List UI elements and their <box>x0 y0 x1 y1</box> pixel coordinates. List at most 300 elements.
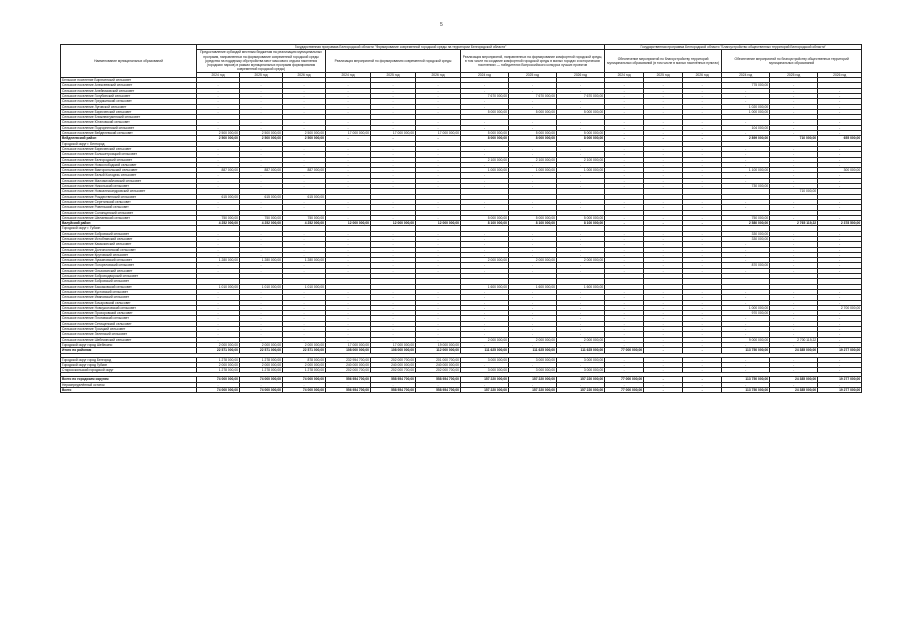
row-name: Сельское поселение Белгородский сельсовет <box>61 157 197 162</box>
value-cell: 157 220 000,00 <box>461 388 509 393</box>
value-cell: - <box>371 99 416 104</box>
value-cell: - <box>283 305 326 310</box>
value-cell: - <box>683 99 722 104</box>
value-cell: - <box>683 268 722 273</box>
value-cell: - <box>416 305 461 310</box>
value-cell: - <box>557 178 605 183</box>
value-cell: - <box>326 332 371 337</box>
row-name: Городской округ г. Губкин <box>61 226 197 231</box>
row-name: Сельское поселение Новоуколовский сельсовет <box>61 305 197 310</box>
value-cell: - <box>644 295 683 300</box>
value-cell: - <box>605 178 644 183</box>
value-cell: - <box>605 242 644 247</box>
value-cell: - <box>605 236 644 241</box>
value-cell: 19 000 000,00 <box>416 342 461 347</box>
value-cell: - <box>197 382 240 387</box>
value-cell: - <box>509 152 557 157</box>
value-cell: - <box>818 178 862 183</box>
value-cell: - <box>683 162 722 167</box>
value-cell: - <box>722 199 770 204</box>
value-cell: - <box>770 83 818 88</box>
value-cell: - <box>240 332 283 337</box>
value-cell: - <box>722 316 770 321</box>
value-cell: 750 000,00 <box>283 215 326 220</box>
value-cell: 19 277 000,00 <box>818 348 862 353</box>
value-cell: - <box>644 321 683 326</box>
value-cell: - <box>770 300 818 305</box>
value-cell: 8 000 000,00 <box>557 136 605 141</box>
value-cell: - <box>326 236 371 241</box>
value-cell: - <box>197 173 240 178</box>
value-cell: 8 100 000,00 <box>557 221 605 226</box>
value-cell: - <box>326 99 371 104</box>
value-cell: - <box>326 215 371 220</box>
value-cell: - <box>818 311 862 316</box>
value-cell: - <box>283 162 326 167</box>
value-cell: - <box>557 88 605 93</box>
row-name: Сельское поселение Ивановский сельсовет <box>61 295 197 300</box>
row-name: Нераспределённый остаток <box>61 382 197 387</box>
value-cell: 24 385 000,00 <box>770 348 818 353</box>
value-cell: - <box>722 120 770 125</box>
value-cell: - <box>557 327 605 332</box>
value-cell: - <box>371 382 416 387</box>
value-cell: 74 000 000,00 <box>197 377 240 382</box>
value-cell: 1 278 000,00 <box>283 368 326 373</box>
value-cell: - <box>770 104 818 109</box>
value-cell: - <box>197 311 240 316</box>
value-cell: 556 954 700,00 <box>326 377 371 382</box>
subsidy-header-1: Предоставление субсидий местным бюджетам на реализацию муниципальных программ, направленных на формирование современной городской среды (средства на поддержку обустройства мест массового отдыха населения (городских парков) в рамках муниципальных программ формирования современной городской среды) <box>197 50 326 72</box>
value-cell: - <box>818 231 862 236</box>
value-cell: - <box>509 120 557 125</box>
row-name: Сельское поселение Ближнеигуменский сельсовет <box>61 115 197 120</box>
value-cell: - <box>326 242 371 247</box>
value-cell: 2 000 000,00 <box>461 258 509 263</box>
value-cell: - <box>240 268 283 273</box>
row-name: Сельское поселение Баскаковский сельсовет <box>61 284 197 289</box>
value-cell: - <box>283 242 326 247</box>
value-cell: - <box>240 321 283 326</box>
value-cell: - <box>416 104 461 109</box>
value-cell: - <box>818 321 862 326</box>
value-cell: - <box>683 173 722 178</box>
value-cell: 300 000,00 <box>818 168 862 173</box>
row-name: Сельское поселение Вейделевский сельсовет <box>61 131 197 136</box>
value-cell: 7 670 000,00 <box>461 93 509 98</box>
value-cell: - <box>283 321 326 326</box>
value-cell: 2 500 000,00 <box>197 136 240 141</box>
value-cell: - <box>644 162 683 167</box>
value-cell: - <box>283 152 326 157</box>
value-cell: 74 000 000,00 <box>240 388 283 393</box>
value-cell: - <box>240 83 283 88</box>
value-cell: 887 000,00 <box>240 168 283 173</box>
row-name: Сельское поселение Прохоровский сельсовет <box>61 311 197 316</box>
value-cell: - <box>416 289 461 294</box>
value-cell: - <box>770 173 818 178</box>
value-cell: - <box>818 268 862 273</box>
value-cell: 77 000 000,00 <box>605 377 644 382</box>
value-cell: 1 278 000,00 <box>240 368 283 373</box>
value-cell: - <box>770 109 818 114</box>
value-cell: - <box>818 236 862 241</box>
value-cell: - <box>197 321 240 326</box>
value-cell: 1 000 000,00 <box>557 168 605 173</box>
value-cell: 2 500 000,00 <box>240 136 283 141</box>
row-name: Сельское поселение Бобровский сельсовет <box>61 279 197 284</box>
value-cell: - <box>197 268 240 273</box>
value-cell: - <box>509 205 557 210</box>
value-cell: - <box>770 357 818 362</box>
value-cell: - <box>416 178 461 183</box>
budget-table <box>60 44 862 393</box>
value-cell: - <box>326 247 371 252</box>
value-cell: - <box>557 382 605 387</box>
value-cell: - <box>509 162 557 167</box>
value-cell: - <box>644 157 683 162</box>
value-cell: 17 000 000,00 <box>416 131 461 136</box>
value-cell: - <box>509 268 557 273</box>
value-cell: - <box>557 289 605 294</box>
value-cell: - <box>461 311 509 316</box>
value-cell: 556 954 700,00 <box>326 388 371 393</box>
value-cell: 2 500 000,00 <box>283 131 326 136</box>
value-cell: - <box>605 99 644 104</box>
value-cell: - <box>371 242 416 247</box>
value-cell: - <box>371 93 416 98</box>
value-cell: 3 000 000,00 <box>557 357 605 362</box>
value-cell: 22 571 000,00 <box>283 348 326 353</box>
value-cell: - <box>240 120 283 125</box>
row-name: Всего <box>61 388 197 393</box>
value-cell: 2 000 000,00 <box>509 258 557 263</box>
value-cell: - <box>197 300 240 305</box>
subsidy-header-3: Реализация мероприятий, направленных на формирование комфортной городской среды, в том числе на создание комфортной городской среды в малых городах и исторических поселениях — победителях Всероссийского конкурса лучших проектов <box>461 50 605 72</box>
value-cell: - <box>371 162 416 167</box>
value-cell: 4 252 000,00 <box>283 221 326 226</box>
value-cell: 104 000,00 <box>722 125 770 130</box>
value-cell: 112 000 000,00 <box>416 348 461 353</box>
value-cell: - <box>683 178 722 183</box>
value-cell: - <box>509 289 557 294</box>
value-cell: - <box>371 168 416 173</box>
value-cell: - <box>644 236 683 241</box>
value-cell: - <box>326 231 371 236</box>
value-cell: - <box>605 146 644 151</box>
value-cell: - <box>683 215 722 220</box>
value-cell: - <box>461 173 509 178</box>
value-cell: - <box>240 99 283 104</box>
value-cell: 2 100 000,00 <box>557 157 605 162</box>
value-cell: - <box>818 205 862 210</box>
value-cell: - <box>283 99 326 104</box>
value-cell: 202 000 700,00 <box>371 357 416 362</box>
value-cell: 5 000 000,00 <box>509 131 557 136</box>
row-name: Сельское поселение Ютановский сельсовет <box>61 120 197 125</box>
value-cell: - <box>326 104 371 109</box>
year-header: 2024 год <box>461 72 509 77</box>
value-cell: - <box>509 178 557 183</box>
value-cell: - <box>722 295 770 300</box>
value-cell: - <box>644 231 683 236</box>
value-cell: - <box>371 321 416 326</box>
value-cell: 1 000 000,00 <box>722 305 770 310</box>
value-cell: - <box>557 263 605 268</box>
value-cell: 1 278 000,00 <box>197 357 240 362</box>
value-cell: 157 220 000,00 <box>509 377 557 382</box>
value-cell: - <box>683 205 722 210</box>
value-cell: - <box>722 242 770 247</box>
value-cell: - <box>644 215 683 220</box>
value-cell: 113 750 000,00 <box>722 377 770 382</box>
value-cell: - <box>240 252 283 257</box>
value-cell: - <box>770 316 818 321</box>
value-cell: - <box>770 93 818 98</box>
value-cell: - <box>557 99 605 104</box>
value-cell: - <box>461 83 509 88</box>
value-cell: - <box>283 300 326 305</box>
value-cell: 615 000,00 <box>197 194 240 199</box>
value-cell: 17 000 000,00 <box>326 131 371 136</box>
value-cell: 2 700 119,22 <box>770 337 818 342</box>
value-cell: - <box>605 184 644 189</box>
value-cell: - <box>818 289 862 294</box>
value-cell: - <box>240 263 283 268</box>
value-cell: 12 000 000,00 <box>326 221 371 226</box>
value-cell: - <box>240 152 283 157</box>
value-cell: - <box>283 332 326 337</box>
value-cell: - <box>283 88 326 93</box>
page-number: 5 <box>440 22 443 28</box>
value-cell: - <box>818 242 862 247</box>
value-cell: - <box>644 146 683 151</box>
value-cell: - <box>416 321 461 326</box>
value-cell: - <box>197 104 240 109</box>
value-cell: - <box>371 289 416 294</box>
value-cell: - <box>605 83 644 88</box>
value-cell: - <box>509 173 557 178</box>
value-cell: 2 500 000,00 <box>240 131 283 136</box>
value-cell: - <box>770 120 818 125</box>
value-cell: 157 220 000,00 <box>509 388 557 393</box>
value-cell: 2 700 000,00 <box>818 305 862 310</box>
value-cell: - <box>557 268 605 273</box>
value-cell: - <box>371 268 416 273</box>
value-cell: - <box>770 184 818 189</box>
value-cell: - <box>461 332 509 337</box>
value-cell: - <box>722 327 770 332</box>
value-cell: - <box>509 231 557 236</box>
value-cell: - <box>326 83 371 88</box>
value-cell: - <box>683 305 722 310</box>
value-cell: - <box>644 131 683 136</box>
row-name: Сельское поселение Маломихайловский сельсовет <box>61 178 197 183</box>
value-cell: - <box>371 178 416 183</box>
year-header: 2026 год <box>818 72 862 77</box>
value-cell: - <box>416 311 461 316</box>
value-cell: 108 000 000,00 <box>371 348 416 353</box>
row-name: Сельское поселение Бирюченский сельсовет <box>61 146 197 151</box>
value-cell: - <box>644 289 683 294</box>
value-cell: - <box>770 168 818 173</box>
value-cell: - <box>461 178 509 183</box>
year-header: 2024 год <box>326 72 371 77</box>
value-cell: - <box>371 332 416 337</box>
value-cell: - <box>509 263 557 268</box>
value-cell: - <box>509 247 557 252</box>
value-cell: - <box>416 258 461 263</box>
value-cell: 12 000 000,00 <box>416 221 461 226</box>
value-cell: - <box>326 152 371 157</box>
value-cell: - <box>416 109 461 114</box>
value-cell: - <box>240 93 283 98</box>
value-cell: - <box>770 327 818 332</box>
year-header: 2025 год <box>509 72 557 77</box>
value-cell: - <box>644 93 683 98</box>
value-cell: - <box>722 357 770 362</box>
value-cell: - <box>326 199 371 204</box>
value-cell: 240 000 000,00 <box>371 362 416 367</box>
value-cell: - <box>644 83 683 88</box>
value-cell: - <box>605 131 644 136</box>
value-cell: - <box>770 295 818 300</box>
value-cell: 1 000 000,00 <box>509 168 557 173</box>
value-cell: - <box>605 125 644 130</box>
value-cell: - <box>683 104 722 109</box>
row-name: Сельское поселение Камызинский сельсовет <box>61 242 197 247</box>
value-cell: - <box>416 332 461 337</box>
value-cell: - <box>818 258 862 263</box>
value-cell: - <box>683 131 722 136</box>
value-cell: - <box>416 252 461 257</box>
value-cell: - <box>283 205 326 210</box>
value-cell: - <box>416 215 461 220</box>
value-cell: - <box>326 93 371 98</box>
value-cell: - <box>509 342 557 347</box>
value-cell: - <box>644 382 683 387</box>
value-cell: - <box>683 382 722 387</box>
value-cell: - <box>722 131 770 136</box>
value-cell: - <box>605 136 644 141</box>
value-cell: 2 000 000,00 <box>509 337 557 342</box>
value-cell: - <box>326 184 371 189</box>
value-cell: - <box>557 184 605 189</box>
value-cell: - <box>818 125 862 130</box>
value-cell: - <box>722 382 770 387</box>
subsidy-header-2: Реализация мероприятий по формированию современной городской среды <box>326 50 461 72</box>
year-header: 2025 год <box>770 72 818 77</box>
value-cell: 74 000 000,00 <box>283 377 326 382</box>
value-cell: - <box>326 289 371 294</box>
value-cell: - <box>461 205 509 210</box>
value-cell: - <box>644 104 683 109</box>
value-cell: - <box>683 136 722 141</box>
value-cell: - <box>644 327 683 332</box>
value-cell: - <box>818 357 862 362</box>
value-cell: - <box>326 146 371 151</box>
value-cell: - <box>683 152 722 157</box>
value-cell: - <box>770 231 818 236</box>
row-name: Сельское поселение Рождественский сельсовет <box>61 194 197 199</box>
value-cell: - <box>461 162 509 167</box>
value-cell: - <box>283 104 326 109</box>
row-name: Сельское поселение Гредякинский сельсовет <box>61 99 197 104</box>
row-name: Сельское поселение Шелаевский сельсовет <box>61 215 197 220</box>
value-cell: - <box>770 152 818 157</box>
value-cell: - <box>283 247 326 252</box>
row-name: Сельское поселение Погореловский сельсовет <box>61 263 197 268</box>
value-cell: - <box>509 332 557 337</box>
value-cell: 22 571 000,00 <box>240 348 283 353</box>
value-cell: - <box>557 316 605 321</box>
value-cell: 2 000 000,00 <box>197 342 240 347</box>
value-cell: - <box>509 362 557 367</box>
value-cell: - <box>605 199 644 204</box>
value-cell: - <box>197 93 240 98</box>
value-cell: - <box>683 252 722 257</box>
value-cell: 887 000,00 <box>283 168 326 173</box>
value-cell: - <box>644 109 683 114</box>
value-cell: - <box>197 252 240 257</box>
value-cell: - <box>557 252 605 257</box>
value-cell: - <box>605 268 644 273</box>
value-cell: - <box>371 173 416 178</box>
value-cell: - <box>605 337 644 342</box>
value-cell: - <box>683 83 722 88</box>
value-cell: 2 000 000,00 <box>283 362 326 367</box>
value-cell: 558 954 700,00 <box>371 388 416 393</box>
value-cell: - <box>283 157 326 162</box>
value-cell: - <box>416 88 461 93</box>
row-name: Сельское поселение Долгополянский сельсовет <box>61 247 197 252</box>
value-cell: - <box>557 146 605 151</box>
value-cell: 1 600 000,00 <box>461 284 509 289</box>
value-cell: - <box>557 83 605 88</box>
value-cell: - <box>644 316 683 321</box>
value-cell: - <box>683 263 722 268</box>
value-cell: - <box>371 337 416 342</box>
row-name: Сельское поселение Викторопольский сельсовет <box>61 168 197 173</box>
value-cell: - <box>770 99 818 104</box>
value-cell: - <box>509 295 557 300</box>
value-cell: 970 000,00 <box>722 311 770 316</box>
value-cell: - <box>197 337 240 342</box>
value-cell: - <box>326 311 371 316</box>
value-cell: - <box>605 157 644 162</box>
value-cell: - <box>770 205 818 210</box>
value-cell: - <box>509 99 557 104</box>
value-cell: - <box>509 305 557 310</box>
value-cell: - <box>605 332 644 337</box>
year-header: 2024 год <box>722 72 770 77</box>
value-cell: - <box>683 242 722 247</box>
value-cell: - <box>722 162 770 167</box>
value-cell: - <box>683 247 722 252</box>
value-cell: 655 000,00 <box>818 136 862 141</box>
value-cell: - <box>605 311 644 316</box>
value-cell: - <box>644 263 683 268</box>
value-cell: 558 954 700,00 <box>371 377 416 382</box>
value-cell: 3 000 000,00 <box>461 368 509 373</box>
year-header: 2025 год <box>240 72 283 77</box>
value-cell: - <box>605 362 644 367</box>
value-cell: - <box>371 199 416 204</box>
value-cell: - <box>283 311 326 316</box>
value-cell: - <box>416 125 461 130</box>
subsidy-header-5: Обеспечение мероприятий по благоустройству общественных территорий муниципальных образований <box>722 50 862 72</box>
value-cell: - <box>326 327 371 332</box>
